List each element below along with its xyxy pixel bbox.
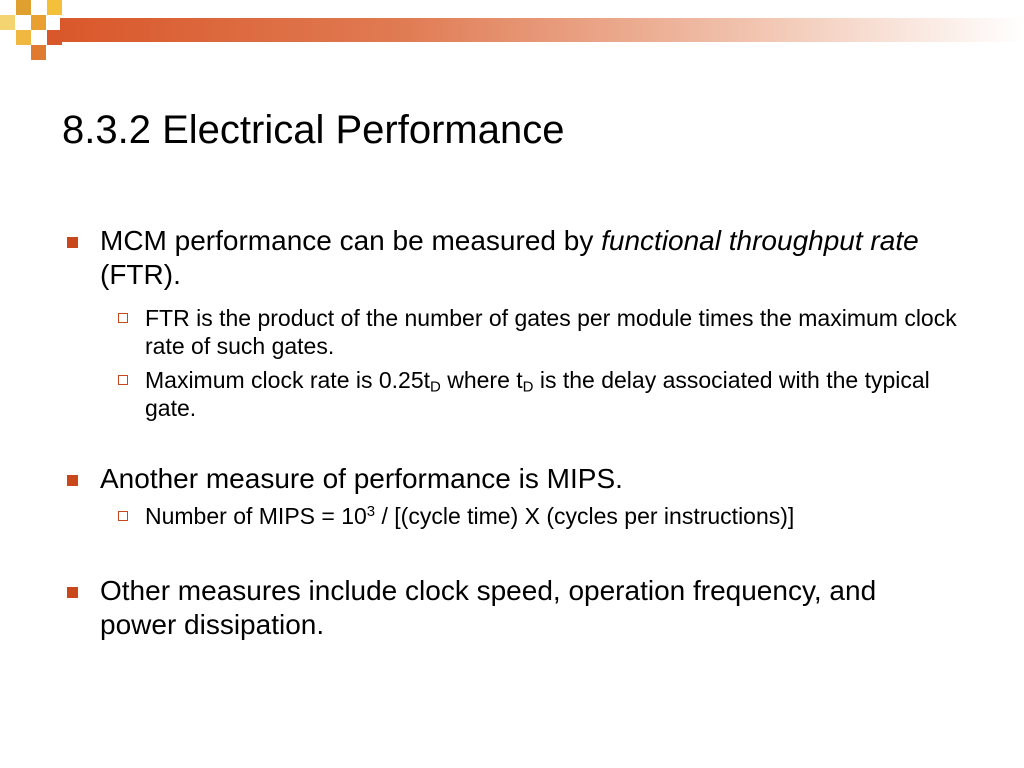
square-bullet-icon: [67, 475, 78, 486]
square-bullet-icon: [67, 237, 78, 248]
decor-square-icon: [47, 0, 62, 15]
decor-square-icon: [31, 45, 46, 60]
sub-bullet-text: is the delay associated with the typical gate.: [145, 367, 930, 421]
hollow-square-bullet-icon: [118, 313, 128, 323]
sub-bullet-ftr-definition: [60, 304, 960, 360]
hollow-square-bullet-icon: [118, 375, 128, 385]
bullet-italic-term: functional throughput rate: [601, 225, 919, 256]
sub-bullet-clock-rate: [60, 366, 960, 422]
sub-bullet-text: Maximum clock rate is 0.25t: [145, 367, 431, 393]
bullet-other-measures: [60, 574, 960, 642]
bullet-text: Another measure of performance is MIPS.: [100, 463, 623, 494]
superscript: 3: [366, 502, 376, 520]
sub-bullet-text: where t: [440, 367, 523, 393]
slide-body: [60, 224, 960, 642]
sub-bullet-text: Number of MIPS = 10: [145, 503, 367, 529]
sub-bullet-text: / [(cycle time) X (cycles per instructions)]: [375, 503, 795, 529]
subscript: D: [430, 378, 441, 396]
square-bullet-icon: [67, 587, 78, 598]
decor-square-icon: [47, 30, 62, 45]
bullet-text-end: (FTR).: [100, 259, 181, 290]
decor-square-icon: [16, 0, 31, 15]
bullet-text: Other measures include clock speed, operation frequency, and power dissipation.: [100, 575, 877, 640]
decor-square-icon: [31, 15, 46, 30]
bullet-text: MCM performance can be measured by: [100, 225, 602, 256]
sub-bullet-mips-formula: [60, 502, 960, 530]
bullet-ftr: [60, 224, 960, 292]
subscript: D: [522, 378, 534, 396]
bullet-mips: [60, 462, 960, 496]
decor-square-icon: [0, 15, 15, 30]
header-gradient-bar: [60, 18, 1024, 42]
sub-bullet-text: FTR is the product of the number of gates per module times the maximum clock rate of such gates.: [145, 305, 957, 359]
decor-square-icon: [16, 30, 31, 45]
slide-title: 8.3.2 Electrical Performance: [62, 108, 565, 152]
hollow-square-bullet-icon: [118, 511, 128, 521]
